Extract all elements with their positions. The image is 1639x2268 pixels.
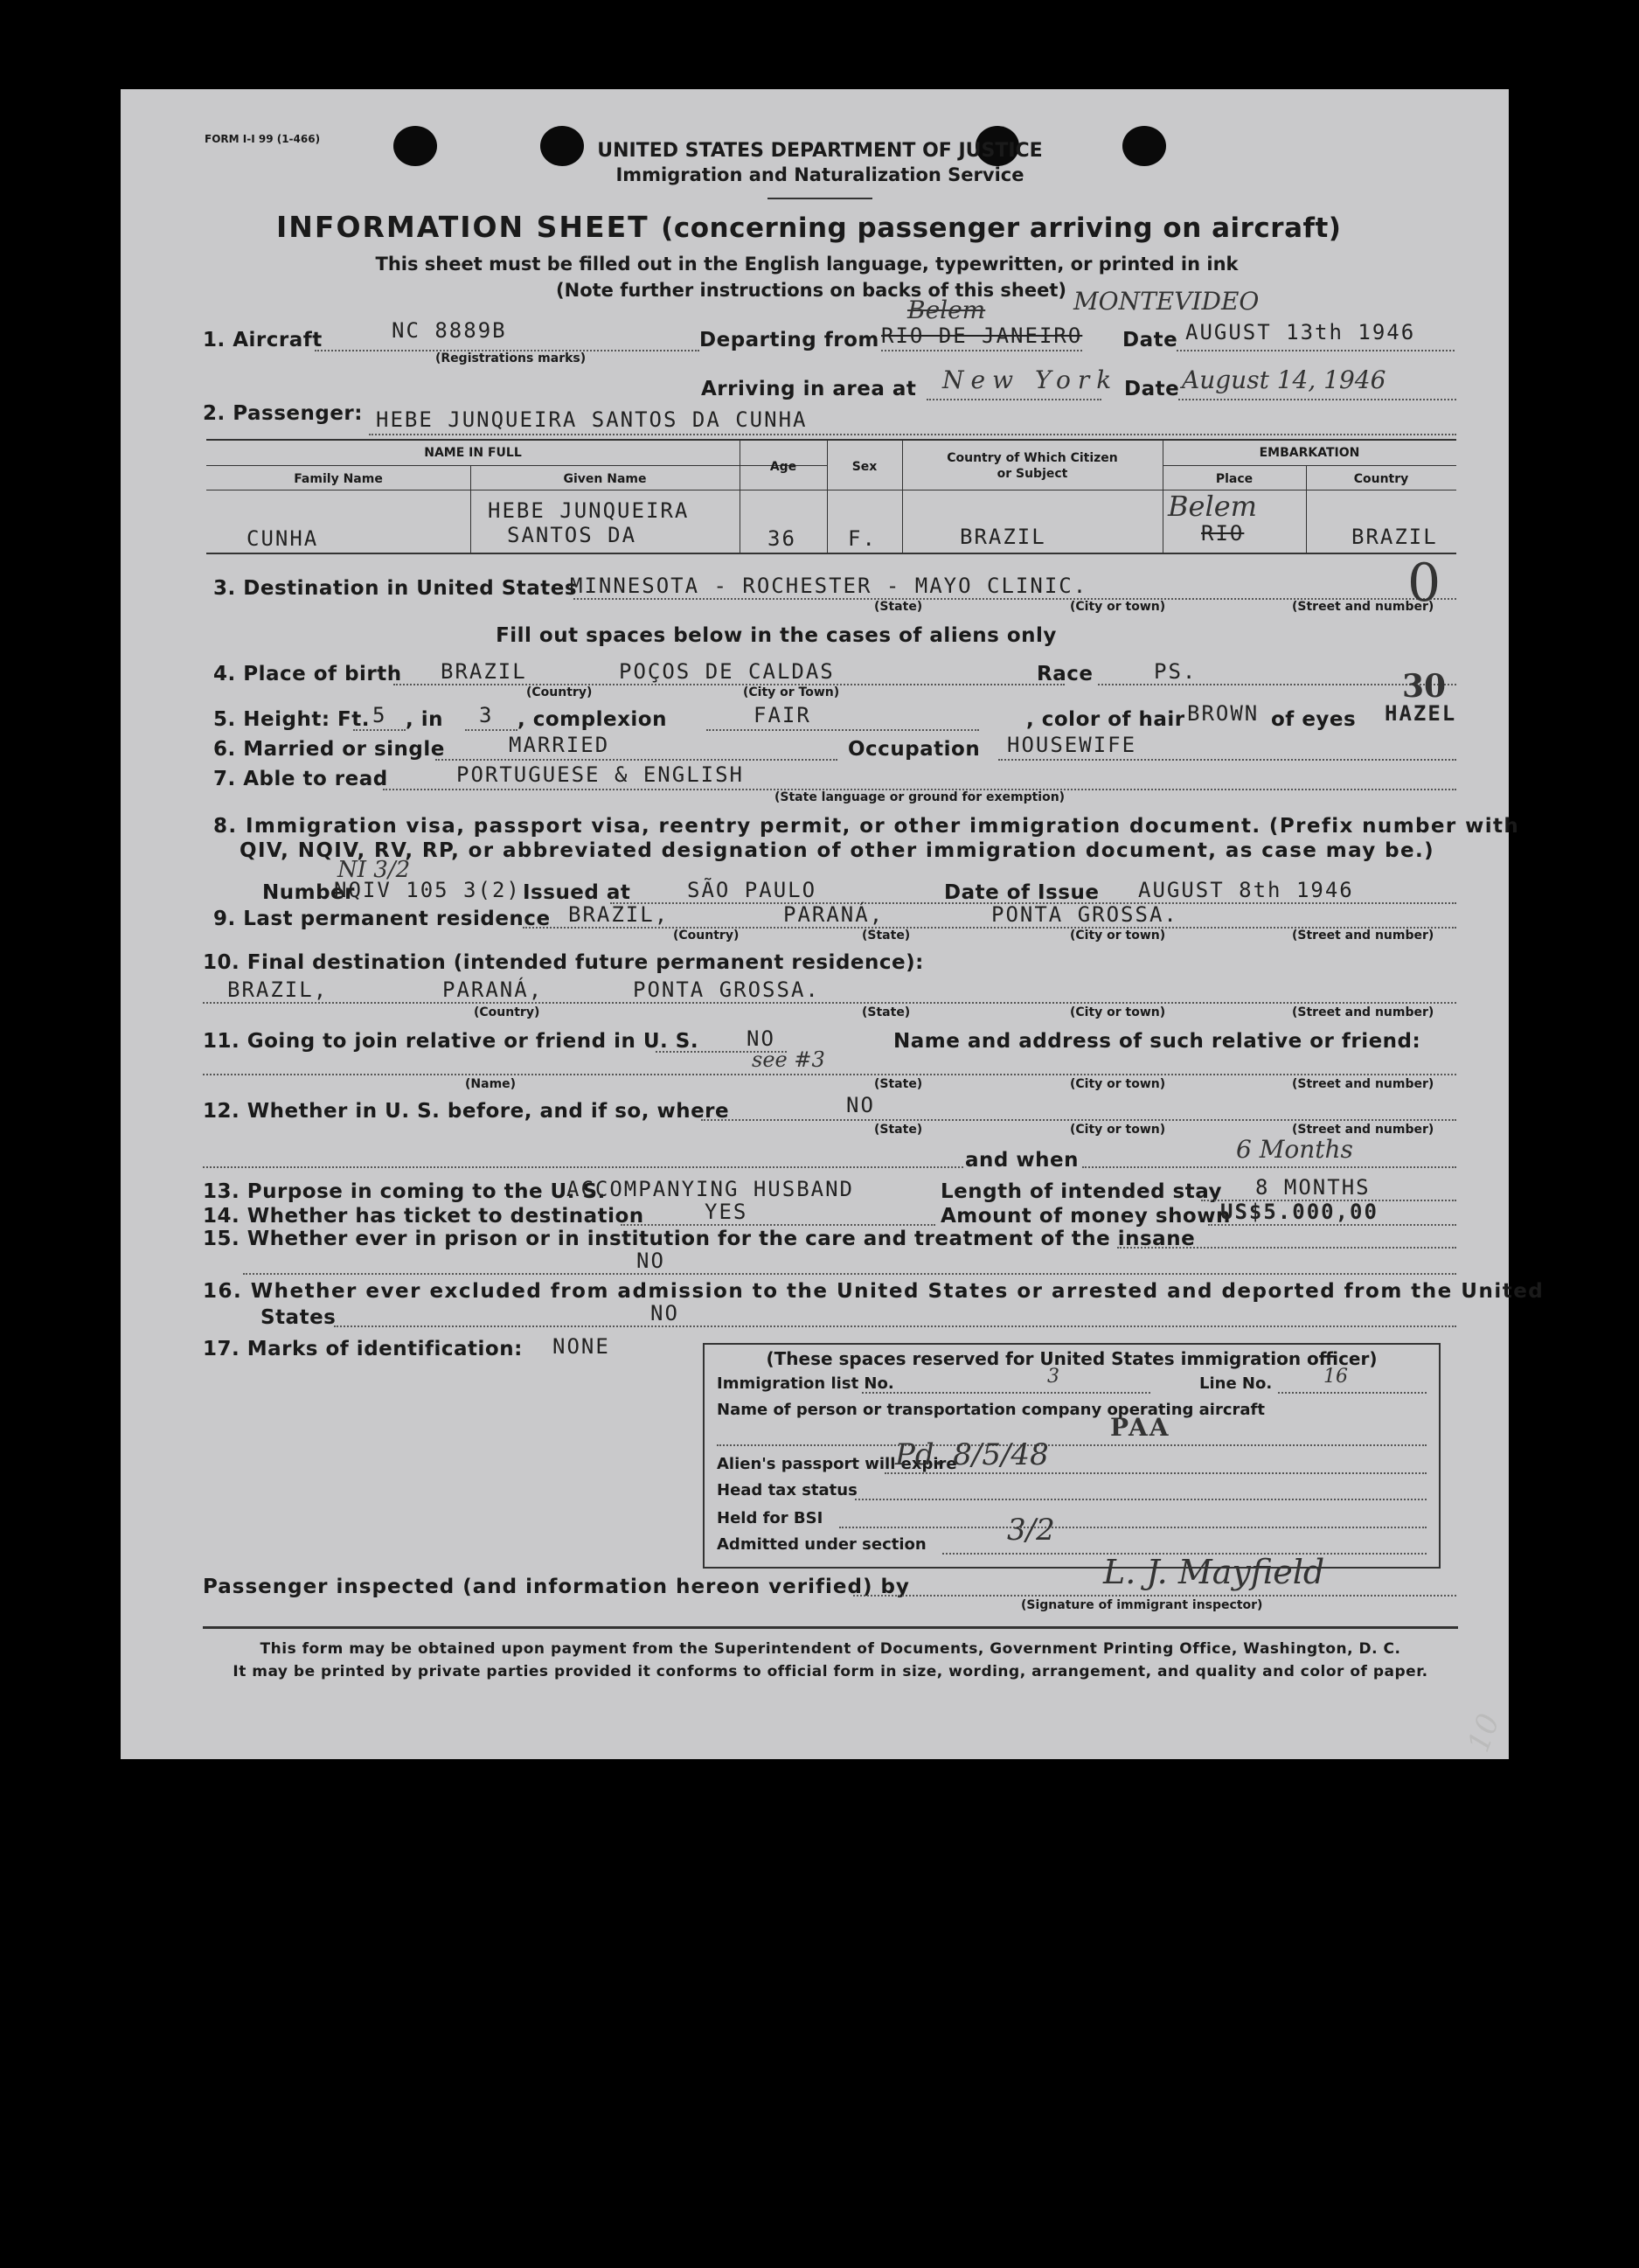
occupation: HOUSEWIFE [1007,733,1137,757]
height-in: 3 [479,703,494,727]
visa-line-2: QIV, NQIV, RV, RP, or abbreviated designation of other immigration document, as case may be.) [240,839,1434,862]
passenger-line [369,434,1456,435]
header-rule [767,198,872,199]
before-when-label: and when [965,1149,1079,1172]
passport-value: Pd. 8/5/48 [895,1437,1049,1472]
ticket-value: YES [705,1200,748,1224]
date-label: Date [1122,329,1178,351]
prison-label: 15. Whether ever in prison or in institution for the care and treatment of the insane [203,1228,1196,1250]
instruction-2: (Note further instructions on backs of this sheet) [556,280,1066,301]
eyes-label: of eyes [1271,708,1357,731]
country-header-1: Country of Which Citizen [947,451,1118,465]
place-hand: Belem [1168,490,1257,523]
page-title [276,210,1341,244]
given-name-1: HEBE JUNQUEIRA [488,498,690,523]
height-in-line [465,729,517,731]
read-value: PORTUGUESE & ENGLISH [456,762,744,787]
table-header-divider-2 [1163,465,1456,466]
family-name-header: Family Name [294,472,383,486]
final-state-cap: (State) [862,1005,911,1019]
join-name-label: Name and address of such relative or friend: [893,1030,1421,1053]
arrive-date: August 14, 1946 [1182,365,1386,394]
before-city-cap: (City or town) [1070,1123,1166,1137]
title-suffix: (concerning passenger arriving on aircraft) [661,212,1342,244]
section-label: Admitted under section [717,1535,927,1554]
title-main: INFORMATION SHEET [276,210,649,244]
departing-crossed: RIO DE JANEIRO [881,324,1083,348]
punch-hole-1 [393,126,437,166]
agency: UNITED STATES DEPARTMENT OF JUSTICE [597,140,1043,162]
given-name-2: SANTOS DA [507,523,637,547]
arriving-label: Arriving in area at [701,378,917,400]
departing-label: Departing from [699,329,879,351]
join-city-cap: (City or town) [1070,1077,1166,1091]
signature: L. J. Mayfield [1103,1553,1325,1591]
occupation-line [998,759,1456,761]
col-divider-3 [827,439,828,553]
destination-label: 3. Destination in United States [213,577,578,600]
married-line [435,759,837,761]
destination-state-cap: (State) [874,600,923,614]
final-country: BRAZIL, [227,977,329,1002]
age: 36 [767,526,796,551]
final-line [203,1002,1456,1004]
passport-label: Alien's passport will expire [717,1455,957,1473]
birth-city-cap: (City or Town) [743,685,840,699]
destination-street-cap: (Street and number) [1292,600,1434,614]
operator-line [717,1444,1427,1446]
join-name-cap: (Name) [465,1077,517,1091]
aircraft-value: NC 8889B [392,318,507,343]
race-value: PS. [1154,659,1198,684]
stay-label: Length of intended stay [941,1180,1223,1203]
country-header-2: or Subject [997,467,1068,481]
instruction-1: This sheet must be filled out in the English language, typewritten, or printed in ink [375,254,1239,275]
visa-date-label: Date of Issue [944,881,1100,904]
residence-state: PARANÁ, [783,902,885,927]
visa-issued: SÃO PAULO [687,878,817,902]
hair-label: , color of hair [1026,708,1185,731]
visa-number: NQIV 105 3(2) [334,878,521,902]
passenger-label: 2. Passenger: [203,402,363,425]
read-label: 7. Able to read [213,768,388,790]
height-label: 5. Height: Ft. [213,708,370,731]
sex-header: Sex [851,460,878,474]
arrive-date-line [1178,399,1456,400]
visa-line-1: 8. Immigration visa, passport visa, reentry permit, or other immigration document. (Prefix number with [213,815,1520,838]
footer-line-1: This form may be obtained upon payment from the Superintendent of Documents, Government Printing Office, Washington, D. C. [260,1640,1401,1658]
list-value: 3 [1047,1366,1059,1388]
departing-hand-2: MONTEVIDEO [1073,287,1260,316]
residence-country: BRAZIL, [568,902,670,927]
footer-line-2: It may be printed by private parties provided it conforms to official form in size, wording, arrangement, and quality and color of paper. [233,1663,1428,1680]
excluded-label-2: States [260,1306,337,1329]
join-street-cap: (Street and number) [1292,1077,1434,1091]
join-line [203,1074,1456,1075]
inspected-label: Passenger inspected (and information hereon verified) by [203,1576,910,1598]
bsi-line [839,1527,1427,1528]
height-ft-line [353,729,406,731]
read-cap: (State language or ground for exemption) [774,790,1066,804]
married-label: 6. Married or single [213,738,445,761]
prison-value: NO [636,1249,665,1273]
arrive-date-label: Date [1124,378,1180,400]
prison-line-2 [243,1273,1456,1275]
join-value: NO [747,1026,775,1051]
list-label: Immigration list No. [717,1374,894,1393]
officer-box [703,1343,1441,1569]
destination-value: MINNESOTA - ROCHESTER - MAYO CLINIC. [570,574,1088,598]
punch-hole-4 [1122,126,1166,166]
aliens-note: Fill out spaces below in the cases of aliens only [496,624,1057,647]
list-line [862,1392,1150,1394]
age-header: Age [769,460,797,474]
citizen: BRAZIL [960,525,1046,549]
destination-hand-zero: 0 [1407,553,1441,614]
residence-city: PONTA GROSSA. [991,902,1178,927]
race-label: Race [1037,663,1094,685]
emb-country: BRAZIL [1351,525,1438,549]
operator-label: Name of person or transportation company operating aircraft [717,1401,1265,1419]
complexion: FAIR [754,703,811,727]
occupation-label: Occupation [848,738,981,761]
arriving-line [927,399,1101,400]
section-value: 3/2 [1007,1513,1055,1548]
sex: F. [848,526,877,551]
money-label: Amount of money shown [941,1205,1231,1228]
birth-country: BRAZIL [441,659,527,684]
table-top [206,439,1456,441]
line-no-line [1278,1392,1427,1394]
form-number: FORM I-I 99 (1-466) [205,133,321,145]
line-value: 16 [1323,1366,1348,1388]
excluded-value: NO [650,1301,679,1325]
ticket-line [621,1224,935,1226]
form-sheet [121,89,1545,1759]
residence-city-cap: (City or town) [1070,929,1166,943]
passport-line [885,1472,1427,1474]
before-label: 12. Whether in U. S. before, and if so, where [203,1100,730,1123]
residence-state-cap: (State) [862,929,911,943]
residence-street-cap: (Street and number) [1292,929,1434,943]
family-name: CUNHA [247,526,319,551]
birth-city: POÇOS DE CALDAS [619,659,835,684]
aircraft-caption: (Registrations marks) [435,351,587,365]
join-label: 11. Going to join relative or friend in U. S. [203,1030,699,1053]
before-when-hand: 6 Months [1236,1135,1353,1164]
officer-box-title: (These spaces reserved for United States immigration officer) [766,1348,1378,1369]
complexion-line [706,729,979,731]
bsi-label: Held for BSI [717,1509,823,1527]
passenger-value: HEBE JUNQUEIRA SANTOS DA CUNHA [376,407,808,432]
prison-line [1117,1247,1456,1249]
table-bottom [206,553,1456,554]
height-in-label: , in [406,708,444,731]
final-state: PARANÁ, [442,977,544,1002]
visa-number-hand: NI 3/2 [337,857,411,883]
depart-date: AUGUST 13th 1946 [1185,320,1416,344]
final-city: PONTA GROSSA. [633,977,820,1002]
height-ft: 5 [372,703,387,727]
departing-hand-1: Belem [907,296,986,324]
marks-label: 17. Marks of identification: [203,1338,523,1360]
arriving-value: New York [942,365,1119,394]
name-in-full-header: NAME IN FULL [424,446,522,460]
birth-label: 4. Place of birth [213,663,402,685]
before-state-cap: (State) [874,1123,923,1137]
before-when-line-2 [1082,1166,1456,1168]
money-line [1208,1224,1456,1226]
before-street-cap: (Street and number) [1292,1123,1434,1137]
before-when-line-1 [203,1166,963,1168]
birth-country-cap: (Country) [526,685,593,699]
date-line [1177,350,1455,351]
footer-rule [203,1626,1458,1629]
embarkation-header: EMBARKATION [1259,446,1360,460]
place-crossed: RIO [1201,521,1245,546]
purpose-label: 13. Purpose in coming to the U. S. [203,1180,606,1203]
signature-cap: (Signature of immigrant inspector) [1021,1598,1263,1612]
final-country-cap: (Country) [474,1005,540,1019]
visa-issued-label: Issued at [523,881,631,904]
residence-label: 9. Last permanent residence [213,908,551,930]
visa-number-label: Number [262,881,355,904]
line-label: Line No. [1199,1374,1273,1393]
place-header: Place [1215,472,1254,486]
join-hand: see #3 [752,1047,825,1072]
final-label: 10. Final destination (intended future permanent residence): [203,951,924,974]
birth-line [393,684,1065,685]
eyes: HAZEL [1385,701,1457,726]
join-state-cap: (State) [874,1077,923,1091]
complexion-label: , complexion [517,708,667,731]
departing-line [881,350,1082,351]
purpose-value: ACCOMPANYING HUSBAND [566,1177,854,1201]
hand-30: 30 [1402,668,1447,705]
aircraft-label: 1. Aircraft [203,329,323,351]
destination-city-cap: (City or town) [1070,600,1166,614]
visa-date: AUGUST 8th 1946 [1138,878,1354,902]
margin-number: 10 [1461,1708,1507,1757]
signature-line [853,1595,1456,1597]
given-name-header: Given Name [563,472,647,486]
emb-country-header: Country [1353,472,1409,486]
excluded-line [334,1325,1456,1327]
before-value: NO [846,1093,875,1117]
married-value: MARRIED [509,733,610,757]
operator-value: PAA [1110,1413,1170,1442]
ticket-label: 14. Whether has ticket to destination [203,1205,644,1228]
final-city-cap: (City or town) [1070,1005,1166,1019]
before-line [701,1119,1456,1121]
service: Immigration and Naturalization Service [615,164,1024,185]
table-header-divider [206,465,827,466]
final-street-cap: (Street and number) [1292,1005,1434,1019]
residence-country-cap: (Country) [673,929,740,943]
money-value: US$5.000,00 [1220,1200,1379,1224]
stay-value: 8 MONTHS [1255,1175,1371,1200]
excluded-label: 16. Whether ever excluded from admission to the United States or arrested and deported from the United [203,1280,1545,1303]
tax-line [855,1499,1427,1500]
tax-label: Head tax status [717,1481,858,1499]
marks-value: NONE [552,1334,610,1359]
hair: BROWN [1187,701,1260,726]
